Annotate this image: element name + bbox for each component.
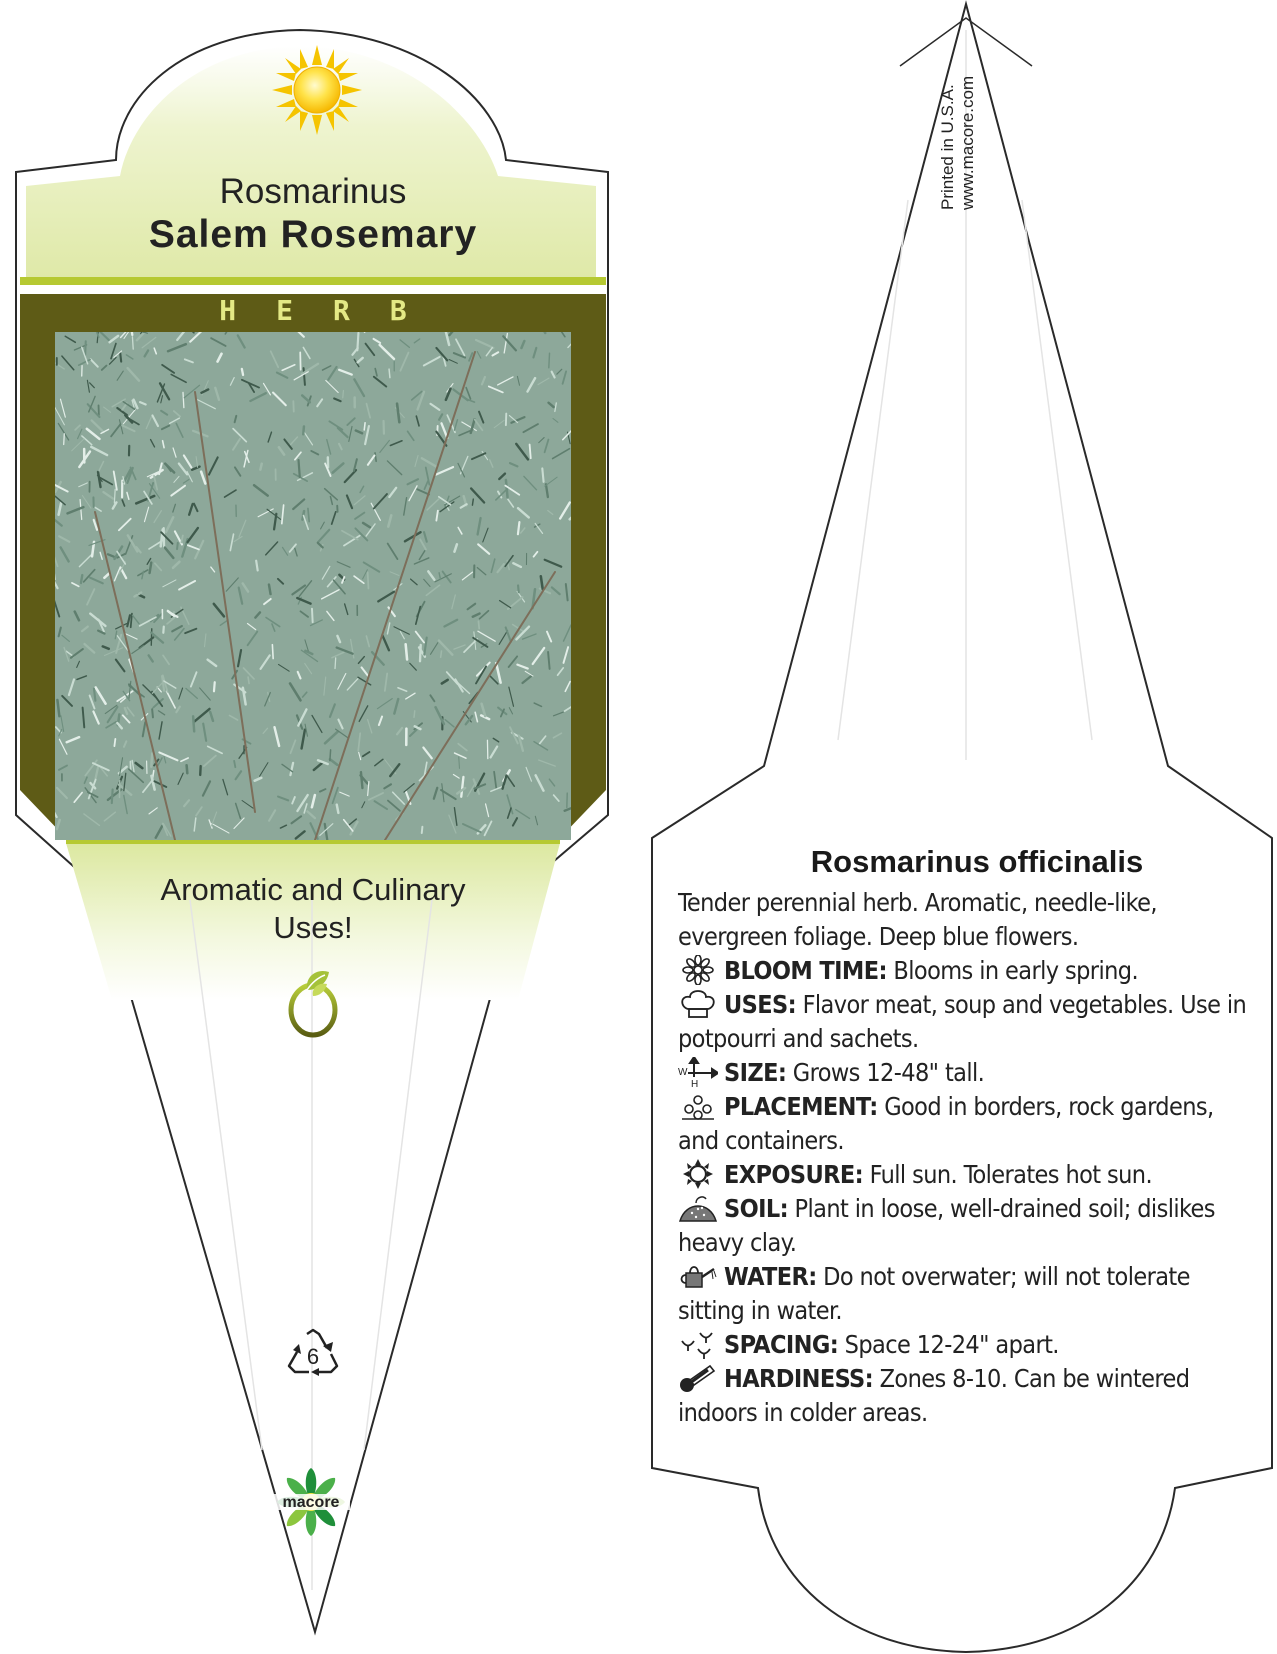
printed-in-usa: Printed in U.S.A. xyxy=(938,84,957,210)
attribute-bloom-time xyxy=(678,954,1256,988)
svg-text:macore: macore xyxy=(282,1494,340,1511)
recycle-6-icon xyxy=(287,1328,339,1376)
attribute-label: SOIL: xyxy=(724,1194,789,1223)
seed-icon xyxy=(283,966,343,1038)
attribute-hardiness xyxy=(678,1362,1256,1430)
attribute-text: Grows 12-48" tall. xyxy=(786,1058,985,1087)
category-label: HERB xyxy=(219,294,447,327)
printed-info xyxy=(938,50,977,220)
attribute-text: Zones 8-10. Can be wintered indoors in colder areas. xyxy=(678,1364,1190,1427)
attribute-text: Plant in loose, well-drained soil; dislikes heavy clay. xyxy=(678,1194,1215,1257)
attribute-spacing xyxy=(678,1328,1256,1362)
recycle-code: 6 xyxy=(306,1344,320,1369)
attribute-text: Full sun. Tolerates hot sun. xyxy=(863,1160,1153,1189)
care-info xyxy=(678,844,1256,1430)
attribute-label: HARDINESS: xyxy=(724,1364,874,1393)
attribute-label: EXPOSURE: xyxy=(724,1160,864,1189)
attribute-text: Good in borders, rock gardens, and containers. xyxy=(678,1092,1214,1155)
attribute-label: USES: xyxy=(724,990,797,1019)
tagline-line-1: Aromatic and Culinary xyxy=(160,872,466,907)
size-arrows-icon xyxy=(678,1057,718,1087)
attribute-label: SIZE: xyxy=(724,1058,787,1087)
macore-logo xyxy=(268,1466,354,1538)
plant-photo xyxy=(55,332,571,840)
attribute-label: PLACEMENT: xyxy=(724,1092,878,1121)
attribute-size xyxy=(678,1056,1256,1090)
attribute-soil xyxy=(678,1192,1256,1260)
variety-name: Salem Rosemary xyxy=(148,213,478,256)
botanical-name: Rosmarinus officinalis xyxy=(810,844,1144,879)
attribute-text: Do not overwater; will not tolerate sitting in water. xyxy=(678,1262,1190,1325)
attribute-water xyxy=(678,1260,1256,1328)
attribute-text: Blooms in early spring. xyxy=(886,956,1138,985)
watering-can-icon xyxy=(678,1261,718,1291)
website-url: www.macore.com xyxy=(958,75,977,210)
description: Tender perennial herb. Aromatic, needle-like, evergreen foliage. Deep blue flowers. xyxy=(678,888,1157,951)
attribute-text: Flavor meat, soup and vegetables. Use in potpourri and sachets. xyxy=(678,990,1247,1053)
attribute-exposure xyxy=(678,1158,1256,1192)
svg-text:W: W xyxy=(678,1067,687,1078)
attribute-label: WATER: xyxy=(724,1262,817,1291)
chef-hat-icon xyxy=(678,989,718,1019)
sun-outline-icon xyxy=(678,1159,718,1189)
attribute-label: BLOOM TIME: xyxy=(724,956,887,985)
attribute-label: SPACING: xyxy=(724,1330,839,1359)
flower-icon xyxy=(678,955,718,985)
spacing-icon xyxy=(678,1329,718,1359)
svg-text:H: H xyxy=(691,1079,698,1087)
tagline-line-2: Uses! xyxy=(273,910,353,945)
attribute-placement xyxy=(678,1090,1256,1158)
common-name: Rosmarinus xyxy=(219,172,407,211)
soil-icon xyxy=(678,1193,718,1223)
sun-icon xyxy=(272,45,362,135)
attribute-text: Space 12-24" apart. xyxy=(838,1330,1059,1359)
attribute-list xyxy=(678,954,1256,1430)
thermometer-icon xyxy=(678,1363,718,1393)
attribute-uses xyxy=(678,988,1256,1056)
placement-icon xyxy=(678,1091,718,1121)
tagline xyxy=(100,871,526,947)
